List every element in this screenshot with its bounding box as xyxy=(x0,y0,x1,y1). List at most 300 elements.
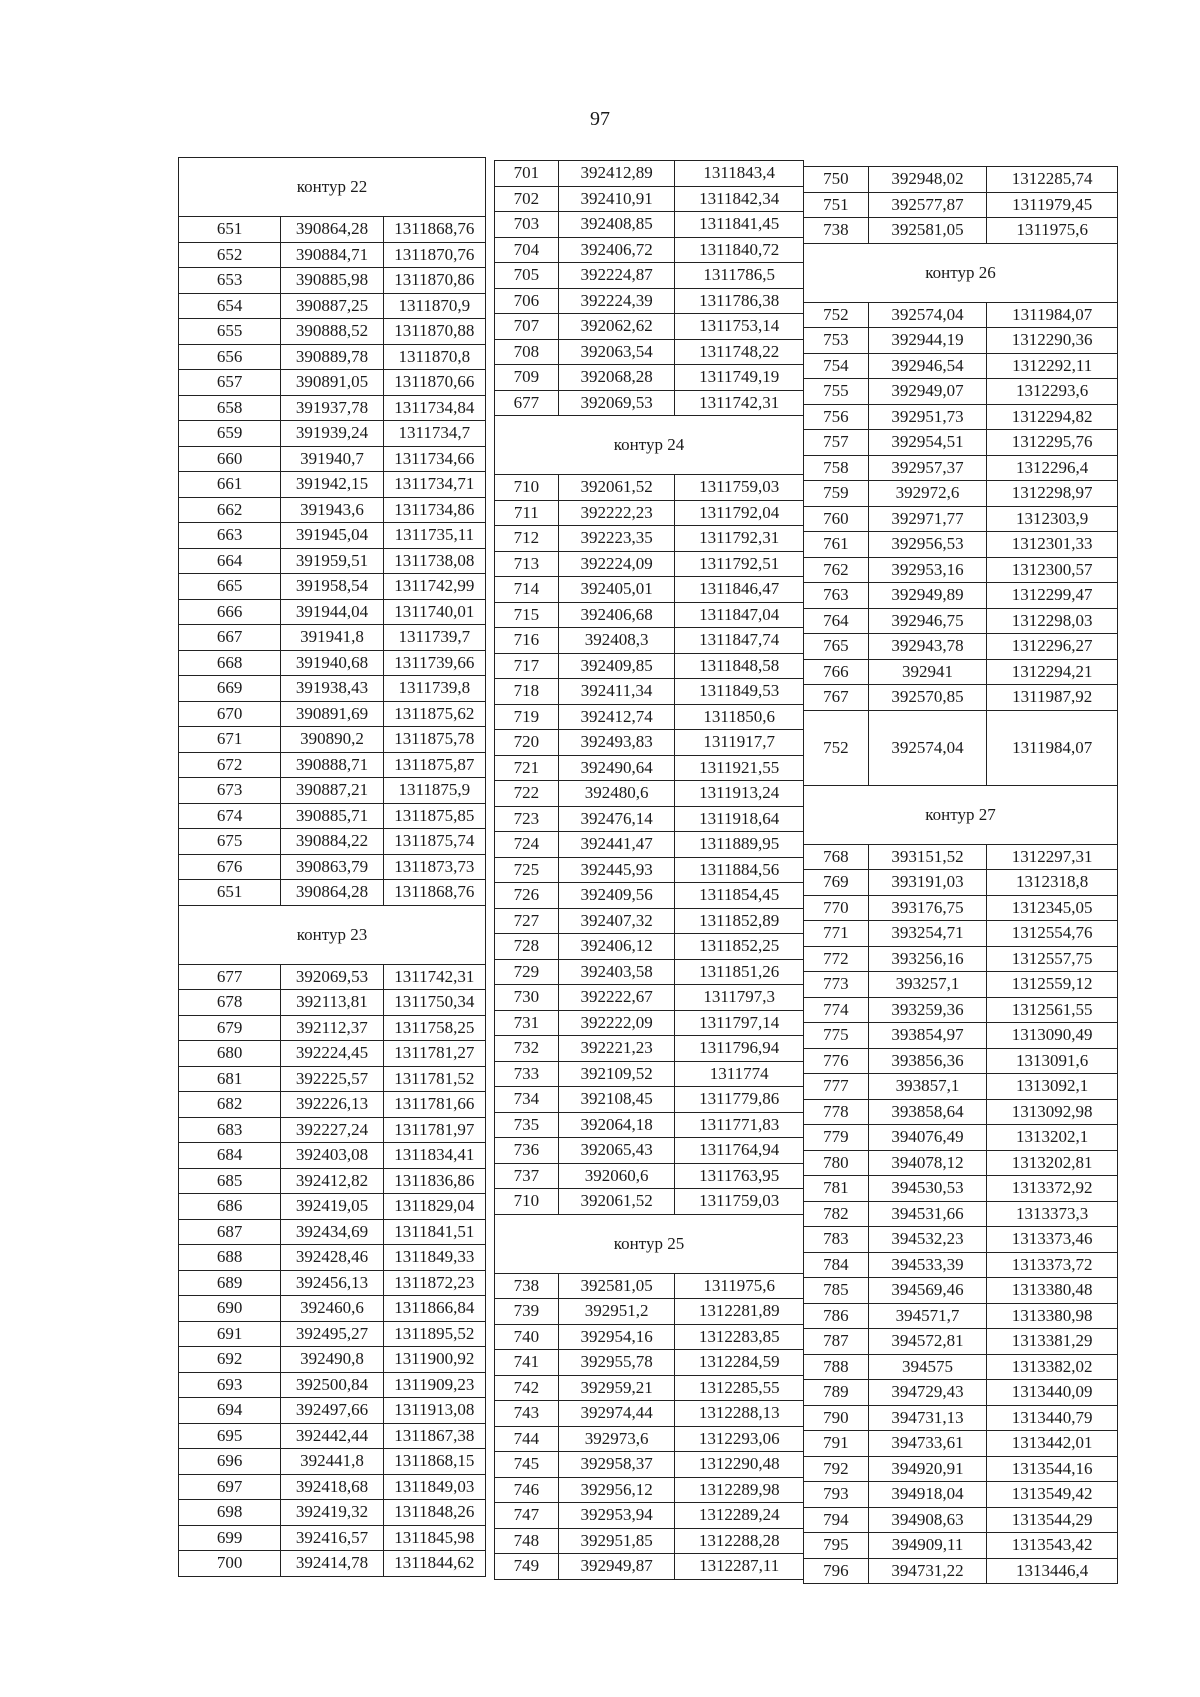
table-row xyxy=(804,1201,1118,1227)
y-coordinate-cell: 1311984,07 xyxy=(987,302,1118,328)
x-coordinate-cell: 392958,37 xyxy=(558,1452,675,1478)
y-coordinate-cell: 1311895,52 xyxy=(383,1321,485,1347)
x-coordinate-cell: 392222,67 xyxy=(558,985,675,1011)
contour-header-row xyxy=(179,905,486,964)
x-coordinate-cell: 392570,85 xyxy=(868,685,987,711)
table-row xyxy=(495,1112,804,1138)
table-row xyxy=(179,1245,486,1271)
y-coordinate-cell: 1312281,89 xyxy=(675,1299,804,1325)
point-number-cell: 686 xyxy=(179,1194,281,1220)
x-coordinate-cell: 391940,7 xyxy=(281,446,383,472)
x-coordinate-cell: 392226,13 xyxy=(281,1092,383,1118)
point-number-cell: 653 xyxy=(179,268,281,294)
y-coordinate-cell: 1313092,1 xyxy=(987,1074,1118,1100)
y-coordinate-cell: 1313202,1 xyxy=(987,1125,1118,1151)
x-coordinate-cell: 394076,49 xyxy=(868,1125,987,1151)
x-coordinate-cell: 392412,89 xyxy=(558,161,675,187)
table-row xyxy=(804,1533,1118,1559)
y-coordinate-cell: 1311779,86 xyxy=(675,1087,804,1113)
y-coordinate-cell: 1311870,8 xyxy=(383,344,485,370)
point-number-cell: 768 xyxy=(804,844,869,870)
table-row xyxy=(179,1321,486,1347)
x-coordinate-cell: 393856,36 xyxy=(868,1048,987,1074)
y-coordinate-cell: 1313090,49 xyxy=(987,1023,1118,1049)
x-coordinate-cell: 392412,82 xyxy=(281,1168,383,1194)
x-coordinate-cell: 391943,6 xyxy=(281,497,383,523)
y-coordinate-cell: 1312298,03 xyxy=(987,608,1118,634)
y-coordinate-cell: 1313373,3 xyxy=(987,1201,1118,1227)
table-row xyxy=(179,319,486,345)
table-row xyxy=(804,430,1118,456)
y-coordinate-cell: 1313549,42 xyxy=(987,1482,1118,1508)
point-number-cell: 761 xyxy=(804,532,869,558)
point-number-cell: 777 xyxy=(804,1074,869,1100)
table-row xyxy=(495,1375,804,1401)
y-coordinate-cell: 1311841,45 xyxy=(675,212,804,238)
table-row xyxy=(804,192,1118,218)
point-number-cell: 714 xyxy=(495,577,559,603)
point-number-cell: 668 xyxy=(179,650,281,676)
table-row xyxy=(179,1194,486,1220)
point-number-cell: 674 xyxy=(179,803,281,829)
x-coordinate-cell: 392411,34 xyxy=(558,679,675,705)
point-number-cell: 752 xyxy=(804,710,869,785)
table-row xyxy=(179,1500,486,1526)
y-coordinate-cell: 1311884,56 xyxy=(675,857,804,883)
y-coordinate-cell: 1311868,76 xyxy=(383,217,485,243)
table-row xyxy=(495,730,804,756)
table-row xyxy=(804,506,1118,532)
x-coordinate-cell: 392405,01 xyxy=(558,577,675,603)
x-coordinate-cell: 392223,35 xyxy=(558,526,675,552)
point-number-cell: 711 xyxy=(495,500,559,526)
y-coordinate-cell: 1311847,74 xyxy=(675,628,804,654)
point-number-cell: 687 xyxy=(179,1219,281,1245)
table-row xyxy=(495,1426,804,1452)
y-coordinate-cell: 1312296,27 xyxy=(987,634,1118,660)
table-row xyxy=(804,895,1118,921)
point-number-cell: 655 xyxy=(179,319,281,345)
point-number-cell: 715 xyxy=(495,602,559,628)
x-coordinate-cell: 392409,85 xyxy=(558,653,675,679)
table-row xyxy=(179,1551,486,1577)
table-row xyxy=(804,972,1118,998)
point-number-cell: 796 xyxy=(804,1558,869,1584)
y-coordinate-cell: 1311742,31 xyxy=(675,390,804,416)
point-number-cell: 792 xyxy=(804,1456,869,1482)
point-number-cell: 717 xyxy=(495,653,559,679)
x-coordinate-cell: 394078,12 xyxy=(868,1150,987,1176)
point-number-cell: 659 xyxy=(179,421,281,447)
table-row xyxy=(804,1558,1118,1584)
table-row xyxy=(495,390,804,416)
table-row xyxy=(495,832,804,858)
x-coordinate-cell: 392951,85 xyxy=(558,1528,675,1554)
contour-header-row xyxy=(804,785,1118,844)
y-coordinate-cell: 1311734,84 xyxy=(383,395,485,421)
x-coordinate-cell: 392419,05 xyxy=(281,1194,383,1220)
table-row xyxy=(495,526,804,552)
x-coordinate-cell: 393257,1 xyxy=(868,972,987,998)
table-row xyxy=(179,1423,486,1449)
point-number-cell: 713 xyxy=(495,551,559,577)
y-coordinate-cell: 1311975,6 xyxy=(987,218,1118,244)
point-number-cell: 690 xyxy=(179,1296,281,1322)
y-coordinate-cell: 1312296,4 xyxy=(987,455,1118,481)
x-coordinate-cell: 392109,52 xyxy=(558,1061,675,1087)
coordinates-table xyxy=(803,166,1118,1584)
point-number-cell: 677 xyxy=(495,390,559,416)
y-coordinate-cell: 1312290,36 xyxy=(987,328,1118,354)
x-coordinate-cell: 392956,53 xyxy=(868,532,987,558)
point-number-cell: 699 xyxy=(179,1525,281,1551)
y-coordinate-cell: 1311866,84 xyxy=(383,1296,485,1322)
table-row xyxy=(804,1278,1118,1304)
contour-title: контур 25 xyxy=(495,1214,804,1273)
y-coordinate-cell: 1312293,06 xyxy=(675,1426,804,1452)
x-coordinate-cell: 392108,45 xyxy=(558,1087,675,1113)
y-coordinate-cell: 1311870,88 xyxy=(383,319,485,345)
y-coordinate-cell: 1311873,73 xyxy=(383,854,485,880)
y-coordinate-cell: 1311786,38 xyxy=(675,288,804,314)
x-coordinate-cell: 392971,77 xyxy=(868,506,987,532)
y-coordinate-cell: 1311734,86 xyxy=(383,497,485,523)
y-coordinate-cell: 1311792,04 xyxy=(675,500,804,526)
x-coordinate-cell: 390885,71 xyxy=(281,803,383,829)
y-coordinate-cell: 1313544,16 xyxy=(987,1456,1118,1482)
y-coordinate-cell: 1311849,53 xyxy=(675,679,804,705)
x-coordinate-cell: 394729,43 xyxy=(868,1380,987,1406)
x-coordinate-cell: 392956,12 xyxy=(558,1477,675,1503)
table-row xyxy=(804,1099,1118,1125)
point-number-cell: 732 xyxy=(495,1036,559,1062)
point-number-cell: 736 xyxy=(495,1138,559,1164)
y-coordinate-cell: 1311975,6 xyxy=(675,1273,804,1299)
table-row xyxy=(804,404,1118,430)
point-number-cell: 764 xyxy=(804,608,869,634)
x-coordinate-cell: 392949,89 xyxy=(868,583,987,609)
y-coordinate-cell: 1311845,98 xyxy=(383,1525,485,1551)
x-coordinate-cell: 392412,74 xyxy=(558,704,675,730)
y-coordinate-cell: 1311841,51 xyxy=(383,1219,485,1245)
x-coordinate-cell: 392225,57 xyxy=(281,1066,383,1092)
y-coordinate-cell: 1313543,42 xyxy=(987,1533,1118,1559)
x-coordinate-cell: 394572,81 xyxy=(868,1329,987,1355)
x-coordinate-cell: 392408,85 xyxy=(558,212,675,238)
y-coordinate-cell: 1313446,4 xyxy=(987,1558,1118,1584)
x-coordinate-cell: 392062,62 xyxy=(558,314,675,340)
point-number-cell: 750 xyxy=(804,167,869,193)
y-coordinate-cell: 1313440,79 xyxy=(987,1405,1118,1431)
y-coordinate-cell: 1312345,05 xyxy=(987,895,1118,921)
x-coordinate-cell: 392581,05 xyxy=(868,218,987,244)
point-number-cell: 701 xyxy=(495,161,559,187)
point-number-cell: 754 xyxy=(804,353,869,379)
y-coordinate-cell: 1312300,57 xyxy=(987,557,1118,583)
x-coordinate-cell: 392574,04 xyxy=(868,302,987,328)
table-row xyxy=(179,293,486,319)
table-row xyxy=(495,237,804,263)
table-row xyxy=(179,599,486,625)
table-row xyxy=(804,1023,1118,1049)
y-coordinate-cell: 1312287,11 xyxy=(675,1554,804,1580)
point-number-cell: 691 xyxy=(179,1321,281,1347)
x-coordinate-cell: 390888,52 xyxy=(281,319,383,345)
point-number-cell: 705 xyxy=(495,263,559,289)
x-coordinate-cell: 391944,04 xyxy=(281,599,383,625)
point-number-cell: 740 xyxy=(495,1324,559,1350)
x-coordinate-cell: 394918,04 xyxy=(868,1482,987,1508)
point-number-cell: 700 xyxy=(179,1551,281,1577)
table-row xyxy=(804,328,1118,354)
table-row xyxy=(495,314,804,340)
table-row xyxy=(179,803,486,829)
point-number-cell: 672 xyxy=(179,752,281,778)
y-coordinate-cell: 1312285,74 xyxy=(987,167,1118,193)
point-number-cell: 786 xyxy=(804,1303,869,1329)
table-row xyxy=(495,1189,804,1215)
x-coordinate-cell: 392069,53 xyxy=(558,390,675,416)
table-row xyxy=(495,806,804,832)
point-number-cell: 693 xyxy=(179,1372,281,1398)
x-coordinate-cell: 391941,8 xyxy=(281,625,383,651)
x-coordinate-cell: 390891,05 xyxy=(281,370,383,396)
table-row xyxy=(495,704,804,730)
table-row xyxy=(179,1168,486,1194)
y-coordinate-cell: 1313442,01 xyxy=(987,1431,1118,1457)
point-number-cell: 729 xyxy=(495,959,559,985)
point-number-cell: 707 xyxy=(495,314,559,340)
table-row xyxy=(495,365,804,391)
table-row xyxy=(179,1372,486,1398)
table-row xyxy=(804,608,1118,634)
x-coordinate-cell: 392065,43 xyxy=(558,1138,675,1164)
table-row xyxy=(495,959,804,985)
y-coordinate-cell: 1312294,82 xyxy=(987,404,1118,430)
y-coordinate-cell: 1311734,71 xyxy=(383,472,485,498)
coordinates-column-2 xyxy=(494,160,804,1580)
table-row xyxy=(179,1296,486,1322)
table-row xyxy=(179,1270,486,1296)
contour-title: контур 27 xyxy=(804,785,1118,844)
y-coordinate-cell: 1311781,27 xyxy=(383,1041,485,1067)
point-number-cell: 742 xyxy=(495,1375,559,1401)
y-coordinate-cell: 1313372,92 xyxy=(987,1176,1118,1202)
table-row xyxy=(804,1074,1118,1100)
point-number-cell: 725 xyxy=(495,857,559,883)
y-coordinate-cell: 1311774 xyxy=(675,1061,804,1087)
point-number-cell: 657 xyxy=(179,370,281,396)
table-row xyxy=(804,946,1118,972)
x-coordinate-cell: 393259,36 xyxy=(868,997,987,1023)
table-row xyxy=(495,1324,804,1350)
table-row xyxy=(495,1087,804,1113)
point-number-cell: 684 xyxy=(179,1143,281,1169)
y-coordinate-cell: 1311917,7 xyxy=(675,730,804,756)
y-coordinate-cell: 1311875,85 xyxy=(383,803,485,829)
point-number-cell: 748 xyxy=(495,1528,559,1554)
point-number-cell: 767 xyxy=(804,685,869,711)
y-coordinate-cell: 1312285,55 xyxy=(675,1375,804,1401)
table-row xyxy=(179,242,486,268)
point-number-cell: 735 xyxy=(495,1112,559,1138)
point-number-cell: 765 xyxy=(804,634,869,660)
table-row xyxy=(804,1176,1118,1202)
y-coordinate-cell: 1311771,83 xyxy=(675,1112,804,1138)
x-coordinate-cell: 392441,8 xyxy=(281,1449,383,1475)
table-row xyxy=(804,634,1118,660)
x-coordinate-cell: 392416,57 xyxy=(281,1525,383,1551)
point-number-cell: 679 xyxy=(179,1015,281,1041)
y-coordinate-cell: 1311872,23 xyxy=(383,1270,485,1296)
x-coordinate-cell: 392224,45 xyxy=(281,1041,383,1067)
point-number-cell: 696 xyxy=(179,1449,281,1475)
y-coordinate-cell: 1311738,08 xyxy=(383,548,485,574)
x-coordinate-cell: 392418,68 xyxy=(281,1474,383,1500)
table-row xyxy=(179,446,486,472)
y-coordinate-cell: 1311758,25 xyxy=(383,1015,485,1041)
point-number-cell: 709 xyxy=(495,365,559,391)
point-number-cell: 772 xyxy=(804,946,869,972)
table-row xyxy=(495,186,804,212)
table-row xyxy=(804,1507,1118,1533)
contour-header-row xyxy=(495,1214,804,1273)
point-number-cell: 755 xyxy=(804,379,869,405)
table-row xyxy=(179,1066,486,1092)
point-number-cell: 658 xyxy=(179,395,281,421)
y-coordinate-cell: 1311849,33 xyxy=(383,1245,485,1271)
point-number-cell: 682 xyxy=(179,1092,281,1118)
x-coordinate-cell: 392955,78 xyxy=(558,1350,675,1376)
x-coordinate-cell: 393176,75 xyxy=(868,895,987,921)
y-coordinate-cell: 1313382,02 xyxy=(987,1354,1118,1380)
point-number-cell: 770 xyxy=(804,895,869,921)
x-coordinate-cell: 392973,6 xyxy=(558,1426,675,1452)
table-row xyxy=(179,268,486,294)
point-number-cell: 782 xyxy=(804,1201,869,1227)
contour-title: контур 24 xyxy=(495,416,804,475)
point-number-cell: 688 xyxy=(179,1245,281,1271)
y-coordinate-cell: 1311870,9 xyxy=(383,293,485,319)
point-number-cell: 719 xyxy=(495,704,559,730)
y-coordinate-cell: 1311913,08 xyxy=(383,1398,485,1424)
x-coordinate-cell: 390884,22 xyxy=(281,829,383,855)
y-coordinate-cell: 1311834,41 xyxy=(383,1143,485,1169)
point-number-cell: 681 xyxy=(179,1066,281,1092)
y-coordinate-cell: 1311870,86 xyxy=(383,268,485,294)
point-number-cell: 781 xyxy=(804,1176,869,1202)
point-number-cell: 703 xyxy=(495,212,559,238)
x-coordinate-cell: 394575 xyxy=(868,1354,987,1380)
point-number-cell: 718 xyxy=(495,679,559,705)
x-coordinate-cell: 390889,78 xyxy=(281,344,383,370)
x-coordinate-cell: 392112,37 xyxy=(281,1015,383,1041)
table-row xyxy=(804,710,1118,785)
y-coordinate-cell: 1311742,31 xyxy=(383,964,485,990)
x-coordinate-cell: 391937,78 xyxy=(281,395,383,421)
y-coordinate-cell: 1313380,98 xyxy=(987,1303,1118,1329)
point-number-cell: 730 xyxy=(495,985,559,1011)
contour-title: контур 22 xyxy=(179,158,486,217)
table-row xyxy=(179,650,486,676)
x-coordinate-cell: 392113,81 xyxy=(281,990,383,1016)
x-coordinate-cell: 391942,15 xyxy=(281,472,383,498)
y-coordinate-cell: 1311979,45 xyxy=(987,192,1118,218)
y-coordinate-cell: 1311900,92 xyxy=(383,1347,485,1373)
point-number-cell: 673 xyxy=(179,778,281,804)
table-row xyxy=(179,1041,486,1067)
y-coordinate-cell: 1311781,97 xyxy=(383,1117,485,1143)
y-coordinate-cell: 1312298,97 xyxy=(987,481,1118,507)
point-number-cell: 759 xyxy=(804,481,869,507)
point-number-cell: 665 xyxy=(179,574,281,600)
y-coordinate-cell: 1312288,28 xyxy=(675,1528,804,1554)
coordinates-column-1 xyxy=(178,157,486,1577)
x-coordinate-cell: 394908,63 xyxy=(868,1507,987,1533)
point-number-cell: 760 xyxy=(804,506,869,532)
x-coordinate-cell: 392414,78 xyxy=(281,1551,383,1577)
x-coordinate-cell: 392434,69 xyxy=(281,1219,383,1245)
table-row xyxy=(179,217,486,243)
x-coordinate-cell: 394731,13 xyxy=(868,1405,987,1431)
point-number-cell: 743 xyxy=(495,1401,559,1427)
y-coordinate-cell: 1311734,7 xyxy=(383,421,485,447)
table-row xyxy=(495,653,804,679)
table-row xyxy=(179,964,486,990)
point-number-cell: 780 xyxy=(804,1150,869,1176)
y-coordinate-cell: 1312303,9 xyxy=(987,506,1118,532)
x-coordinate-cell: 392581,05 xyxy=(558,1273,675,1299)
point-number-cell: 662 xyxy=(179,497,281,523)
table-row xyxy=(495,1477,804,1503)
x-coordinate-cell: 392222,23 xyxy=(558,500,675,526)
x-coordinate-cell: 392974,44 xyxy=(558,1401,675,1427)
table-row xyxy=(804,1380,1118,1406)
table-row xyxy=(804,1482,1118,1508)
point-number-cell: 728 xyxy=(495,934,559,960)
y-coordinate-cell: 1311875,87 xyxy=(383,752,485,778)
x-coordinate-cell: 394533,39 xyxy=(868,1252,987,1278)
y-coordinate-cell: 1313373,72 xyxy=(987,1252,1118,1278)
table-row xyxy=(495,500,804,526)
point-number-cell: 671 xyxy=(179,727,281,753)
x-coordinate-cell: 390888,71 xyxy=(281,752,383,778)
point-number-cell: 784 xyxy=(804,1252,869,1278)
x-coordinate-cell: 392495,27 xyxy=(281,1321,383,1347)
table-row xyxy=(804,379,1118,405)
y-coordinate-cell: 1312301,33 xyxy=(987,532,1118,558)
x-coordinate-cell: 392409,56 xyxy=(558,883,675,909)
table-row xyxy=(495,212,804,238)
point-number-cell: 739 xyxy=(495,1299,559,1325)
x-coordinate-cell: 392946,54 xyxy=(868,353,987,379)
point-number-cell: 680 xyxy=(179,1041,281,1067)
point-number-cell: 753 xyxy=(804,328,869,354)
y-coordinate-cell: 1311868,15 xyxy=(383,1449,485,1475)
y-coordinate-cell: 1311987,92 xyxy=(987,685,1118,711)
point-number-cell: 756 xyxy=(804,404,869,430)
x-coordinate-cell: 392577,87 xyxy=(868,192,987,218)
x-coordinate-cell: 392069,53 xyxy=(281,964,383,990)
x-coordinate-cell: 392406,68 xyxy=(558,602,675,628)
x-coordinate-cell: 392941 xyxy=(868,659,987,685)
point-number-cell: 656 xyxy=(179,344,281,370)
point-number-cell: 695 xyxy=(179,1423,281,1449)
y-coordinate-cell: 1313091,6 xyxy=(987,1048,1118,1074)
point-number-cell: 731 xyxy=(495,1010,559,1036)
y-coordinate-cell: 1313202,81 xyxy=(987,1150,1118,1176)
y-coordinate-cell: 1311734,66 xyxy=(383,446,485,472)
